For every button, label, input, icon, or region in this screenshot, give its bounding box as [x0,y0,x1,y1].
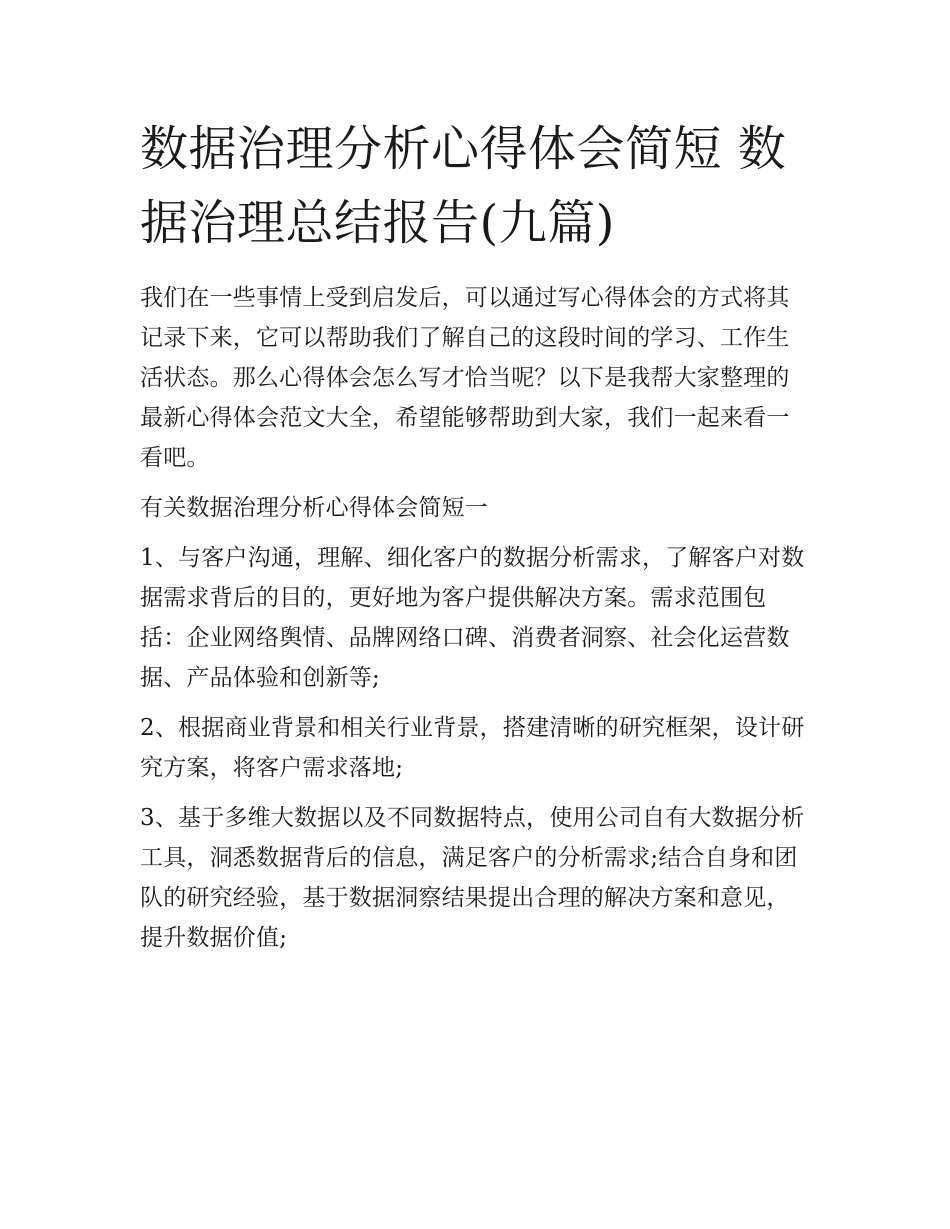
list-item-1: 1、与客户沟通，理解、细化客户的数据分析需求，了解客户对数据需求背后的目的，更好地为客户提供解决方案。需求范围包括：企业网络舆情、品牌网络口碑、消费者洞察、社会化运营数据、产品体验和创新等; [140,545,805,691]
list-item-3: 3、基于多维大数据以及不同数据特点，使用公司自有大数据分析工具，洞悉数据背后的信息，满足客户的分析需求;结合自身和团队的研究经验，基于数据洞察结果提出合理的解决方案和意见，提升数据价值; [140,805,805,951]
document-title: 数据治理分析心得体会简短 数据治理总结报告(九篇) [140,121,787,251]
section-heading: 有关数据治理分析心得体会简短一 [140,495,488,521]
intro-paragraph: 我们在一些事情上受到启发后，可以通过写心得体会的方式将其记录下来，它可以帮助我们了解自己的这段时间的学习、工作生活状态。那么心得体会怎么写才恰当呢？以下是我帮大家整理的最新心得体会范文大全，希望能够帮助到大家，我们一起来看一看吧。 [140,285,790,471]
document-page [140,112,812,958]
list-item-2: 2、根据商业背景和相关行业背景，搭建清晰的研究框架，设计研究方案，将客户需求落地; [140,715,805,781]
